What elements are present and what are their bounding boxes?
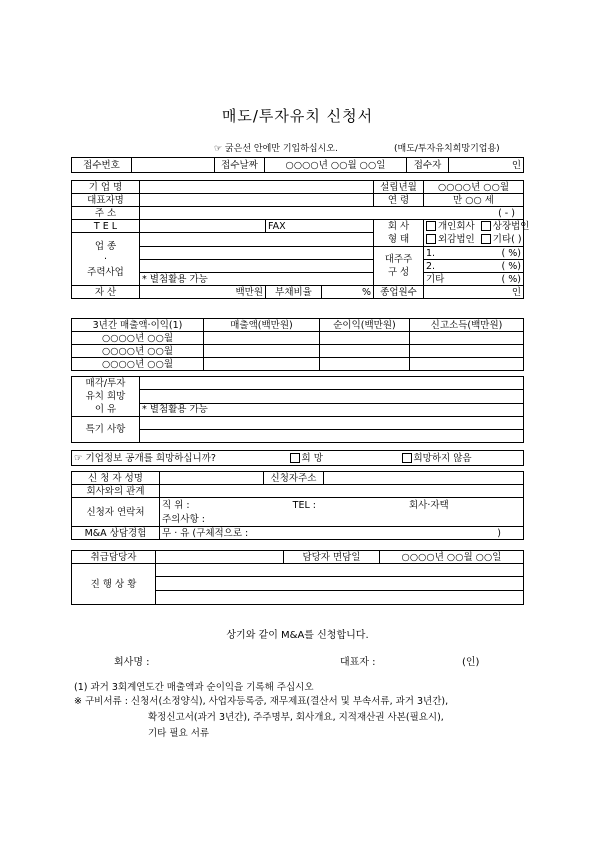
reason-field-1[interactable] (140, 377, 524, 390)
checkbox-listed[interactable] (481, 221, 491, 231)
receiver-label: 접수자 (407, 158, 449, 173)
zip-value: ( - ) (498, 207, 515, 219)
applicant-table (71, 471, 524, 540)
company-name-field[interactable] (140, 181, 374, 194)
age-label: 연 령 (374, 194, 424, 207)
debt-field[interactable]: % (322, 286, 374, 299)
checkbox-other[interactable] (481, 234, 491, 244)
company-type-options-2: 외감법인 기타( ) (424, 233, 524, 247)
checkbox-disclose-yes[interactable] (290, 453, 300, 463)
applicant-addr-label: 신청자주소 (264, 472, 324, 485)
shareholder-row-2[interactable]: 2. ( %) (424, 260, 524, 273)
biz-field-1[interactable] (140, 233, 374, 247)
revenue-field-3[interactable] (204, 358, 320, 371)
table-row (72, 332, 524, 345)
revenue-field-2[interactable] (204, 345, 320, 358)
biz-field-3[interactable] (140, 260, 374, 273)
special-field-2[interactable] (140, 430, 524, 443)
emp-label: 종업원수 (374, 286, 424, 299)
fax-field[interactable] (322, 220, 374, 233)
progress-label: 진 행 상 황 (72, 564, 156, 605)
est-field[interactable]: ○○○○년 ○○월 (424, 181, 524, 194)
reason-table (71, 376, 524, 443)
special-label: 특기 사항 (72, 417, 140, 443)
contact-label: 신청자 연락처 (72, 498, 160, 527)
biz-attach-note: * 별첨활용 가능 (140, 273, 374, 286)
table-row (72, 345, 524, 358)
emp-field[interactable]: 인 (424, 286, 524, 299)
revenue-field-1[interactable] (204, 332, 320, 345)
footer-company-label: 회사명 : (114, 657, 150, 668)
receipt-no-label: 접수번호 (72, 158, 132, 173)
addr-field[interactable] (140, 207, 524, 220)
handler-label: 취급담당자 (72, 551, 156, 564)
reason-field-2[interactable] (140, 390, 524, 403)
debt-label: 부채비율 (266, 286, 322, 299)
reason-label: 매각/투자 유치 희망 이 유 (72, 377, 140, 417)
progress-field-2[interactable] (156, 577, 524, 591)
profit-field-2[interactable] (320, 345, 410, 358)
statement: 상기와 같이 M&A를 신청합니다. (226, 630, 369, 641)
page-title: 매도/투자유치 신청서 (221, 107, 374, 125)
footnote: (1) 과거 3회계연도간 매출액과 순이익을 기록해 주십시오 (74, 682, 314, 693)
sales-table (71, 318, 524, 371)
profit-field-1[interactable] (320, 332, 410, 345)
receipt-date-field[interactable]: ○○○○년 ○○월 ○○일 (265, 158, 407, 173)
footer-ceo-label: 대표자 : (340, 657, 376, 668)
form-type-note: (매도/투자유치희망기업용) (394, 144, 500, 154)
company-type-options-1: 개인회사 상장법인 (424, 220, 524, 233)
tel-field[interactable] (140, 220, 266, 233)
relation-label: 회사와의 관계 (72, 485, 160, 498)
checkbox-audited[interactable] (426, 234, 436, 244)
footer-seal: (인) (462, 657, 480, 668)
relation-field[interactable] (160, 485, 524, 498)
age-field[interactable]: 만 ○○ 세 (424, 194, 524, 207)
asset-field[interactable]: 백만원 (140, 286, 266, 299)
sales-year-1: ○○○○년 ○○월 (72, 332, 204, 345)
company-type-label: 회 사 형 태 (374, 220, 424, 247)
disclose-question: ☞ 기업정보 공개를 희망하십니까? (72, 451, 288, 466)
handler-table (71, 550, 524, 605)
sales-header-income: 신고소득(백만원) (410, 319, 524, 332)
company-name-label: 기 업 명 (72, 181, 140, 194)
receiver-field[interactable] (449, 158, 524, 173)
meet-field[interactable]: ○○○○년 ○○월 ○○일 (380, 551, 524, 564)
income-field-1[interactable] (410, 332, 524, 345)
biz-label: 업 종 · 주력사업 (72, 233, 140, 286)
receipt-date-label: 접수날짜 (215, 158, 265, 173)
fax-label: FAX (266, 220, 322, 233)
seal-text: 인 (511, 159, 521, 171)
instruction-note: ☞ 굵은선 안에만 기입하십시오. (214, 144, 338, 154)
disclose-yes-option[interactable]: 희 망 (288, 451, 400, 466)
sales-header-revenue: 매출액(백만원) (204, 319, 320, 332)
docs-line-1: ※ 구비서류 : 신청서(소정양식), 사업자등록증, 재무제표(결산서 및 부속서류, 과거 3년간), (74, 696, 449, 707)
est-label: 설립년월 (374, 181, 424, 194)
sales-header-period: 3년간 매출액·이익(1) (72, 319, 204, 332)
biz-field-2[interactable] (140, 247, 374, 260)
disclose-table (71, 450, 524, 466)
receipt-no-field[interactable] (132, 158, 215, 173)
company-table (71, 180, 530, 299)
sales-year-2: ○○○○년 ○○월 (72, 345, 204, 358)
asset-label: 자 산 (72, 286, 140, 299)
ma-label: M&A 상담경험 (72, 527, 160, 540)
applicant-name-field[interactable] (160, 472, 264, 485)
ceo-label: 대표자명 (72, 194, 140, 207)
tel-label: T E L (72, 220, 140, 233)
special-field-1[interactable] (140, 417, 524, 430)
contact-field[interactable]: 직 위 : TEL : 회사·자택 (160, 498, 524, 513)
applicant-addr-field[interactable] (324, 472, 524, 485)
income-field-2[interactable] (410, 345, 524, 358)
shareholder-row-other[interactable]: 기타 ( %) (424, 273, 524, 286)
shareholder-row-1[interactable]: 1. ( %) (424, 247, 524, 260)
sales-header-profit: 순이익(백만원) (320, 319, 410, 332)
income-field-3[interactable] (410, 358, 524, 371)
progress-field-1[interactable] (156, 564, 524, 577)
checkbox-disclose-no[interactable] (402, 453, 412, 463)
table-row (72, 358, 524, 371)
addr-label: 주 소 (72, 207, 140, 220)
receipt-table (71, 157, 524, 173)
profit-field-3[interactable] (320, 358, 410, 371)
ceo-field[interactable] (140, 194, 374, 207)
applicant-name-label: 신 청 자 성명 (72, 472, 160, 485)
caution-field[interactable]: 주의사항 : (160, 512, 524, 527)
sales-year-3: ○○○○년 ○○월 (72, 358, 204, 371)
reason-attach-note: * 별첨활용 가능 (140, 403, 524, 416)
docs-line-2: 확정신고서(과거 3년간), 주주명부, 회사개요, 지적재산권 사본(필요시), (148, 712, 444, 723)
meet-label: 담당자 면담일 (284, 551, 380, 564)
shareholder-label: 대주주 구 성 (374, 247, 424, 286)
progress-field-3[interactable] (156, 591, 524, 605)
disclose-no-option[interactable]: 희망하지 않음 (400, 451, 524, 466)
docs-line-3: 기타 필요 서류 (148, 728, 210, 739)
ma-field[interactable]: 무 · 유 (구체적으로 : ) (160, 527, 524, 540)
checkbox-private[interactable] (426, 221, 436, 231)
handler-field[interactable] (156, 551, 284, 564)
